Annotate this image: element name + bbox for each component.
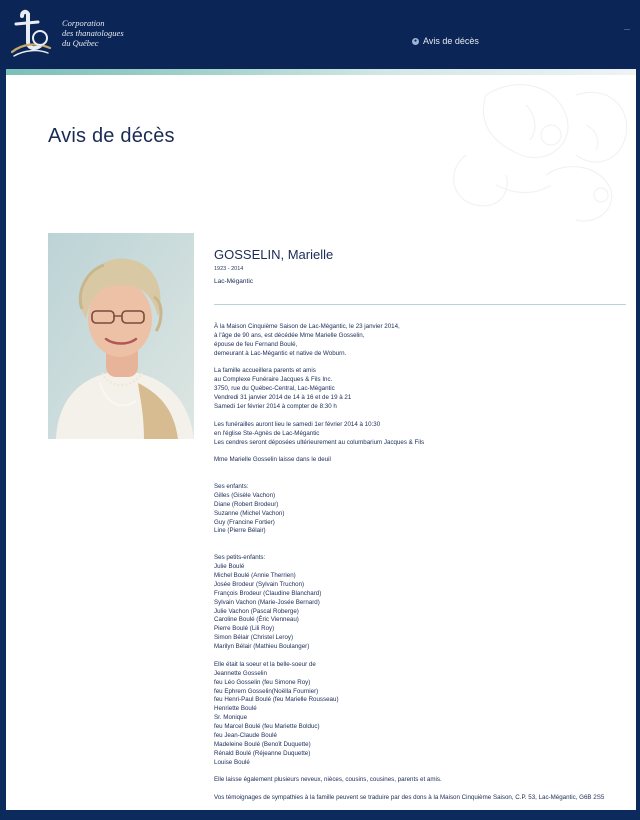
- obituary-line: À la Maison Cinquième Saison de Lac-Mégantic, le 23 janvier 2014,: [214, 323, 400, 330]
- obituary-line: Simon Bélair (Christel Leroy): [214, 634, 294, 642]
- obituary-line: au Complexe Funéraire Jacques & Fils Inc.: [214, 376, 333, 384]
- obituary-line: feu Marcel Boulé (feu Mariette Bolduc): [214, 723, 320, 731]
- page-title: Avis de décès: [48, 125, 175, 147]
- main-content: [6, 75, 636, 810]
- paragraph-gap: [214, 768, 626, 777]
- deceased-photo: [48, 233, 194, 439]
- obituary-line: Sr. Monique: [214, 714, 248, 722]
- floral-decoration-icon: [426, 75, 636, 225]
- obituary-line: Elle était la soeur et la belle-soeur de: [214, 660, 316, 668]
- obituary-line: Mme Marielle Gosselin laisse dans le deuil: [214, 456, 331, 464]
- obituary-line: La famille accueillera parents et amis: [214, 367, 316, 375]
- paragraph-gap: [214, 785, 626, 794]
- obituary-line: Les funérailles auront lieu le samedi 1er février 2014 à 10:30: [214, 420, 381, 428]
- header-corner-mark: —: [624, 27, 630, 33]
- obituary-line: Josée Brodeur (Sylvain Truchon): [214, 580, 305, 588]
- circle-bullet-icon: ●: [413, 37, 418, 44]
- obituary-line: Ses petits-enfants:: [214, 554, 266, 562]
- portrait-photo: [48, 233, 194, 439]
- paragraph-gap: [214, 465, 626, 474]
- obituary-line: Vendredi 31 janvier 2014 de 14 à 16 et de 19 à 21: [214, 394, 352, 402]
- obituary-line: Julie Boulé: [214, 563, 245, 571]
- paragraph-gap: [214, 359, 626, 368]
- obituary-line: Vos témoignages de sympathies à la famille peuvent se traduire par des dons à la Maison Cinquième Saison, C.P. 53, Lac-Mégantic, G6B 2S5: [214, 794, 605, 802]
- logo-mark-icon: [8, 8, 54, 60]
- obituary-line: Sylvain Vachon (Marie-Josée Bernard): [214, 598, 320, 606]
- paragraph-gap: [214, 536, 626, 545]
- obituary-line: François Brodeur (Claudine Blanchard): [214, 589, 322, 597]
- obituary-line: Line (Pierre Bélair): [214, 527, 266, 535]
- obituary-line: feu Jean-Claude Boulé: [214, 731, 277, 739]
- deceased-name: GOSSELIN, Marielle: [214, 247, 334, 262]
- obituary-line: Pierre Boulé (Lili Roy): [214, 625, 275, 633]
- life-years: 1923 - 2014: [214, 266, 244, 272]
- org-name-line: Corporation: [62, 18, 105, 28]
- nav-link-label: Avis de décès: [423, 36, 479, 46]
- paragraph-gap: [214, 412, 626, 421]
- obituary-line: Michel Boulé (Annie Therrien): [214, 571, 296, 579]
- obituary-line: [214, 474, 626, 483]
- obituary-line: Gilles (Gisèle Vachon): [214, 491, 276, 499]
- obituary-line: Julie Vachon (Pascal Roberge): [214, 607, 299, 615]
- logo[interactable]: [8, 8, 54, 60]
- obituary-line: en l'église Ste-Agnès de Lac-Mégantic: [214, 429, 320, 437]
- obituary-line: feu Léo Gosselin (feu Simone Roy): [214, 678, 311, 686]
- obituary-line: Elle laisse également plusieurs neveux, nièces, cousins, cousines, parents et amis.: [214, 776, 442, 784]
- obituary-line: 3750, rue du Québec-Central, Lac-Mégantic: [214, 385, 335, 393]
- obituary-line: Les cendres seront déposées ultérieurement au columbarium Jacques & Fils: [214, 438, 425, 446]
- org-name-line: des thanatologues: [62, 28, 124, 38]
- organization-name: [62, 18, 124, 48]
- obituary-line: feu Henri-Paul Boulé (feu Marielle Rousseau): [214, 696, 339, 704]
- obituary-line: Guy (Francine Fortier): [214, 518, 275, 526]
- nav-link-avis-de-deces[interactable]: [412, 36, 479, 46]
- obituary-line: Diane (Robert Brodeur): [214, 500, 279, 508]
- obituary-line: Suzanne (Michel Vachon): [214, 509, 285, 517]
- section-divider: [214, 304, 626, 305]
- obituary-line: [214, 545, 626, 554]
- obituary-line: Marilyn Bélair (Mathieu Boulanger): [214, 643, 310, 651]
- site-header: [0, 0, 640, 70]
- obituary-line: à l'âge de 90 ans, est décédée Mme Marielle Gosselin,: [214, 331, 365, 339]
- obituary-text: [214, 323, 626, 803]
- obituary-line: Jeannette Gosselin: [214, 669, 267, 677]
- deceased-city: Lac-Mégantic: [214, 278, 254, 285]
- obituary-line: Rénald Boulé (Réjeanne Duquette): [214, 749, 311, 757]
- obituary-line: Henriette Boulé: [214, 705, 257, 713]
- obituary-line: feu Ephrem Gosselin(Noëlla Fournier): [214, 687, 319, 695]
- obituary-line: Caroline Boulé (Éric Vienneau): [214, 616, 299, 624]
- obituary-line: demeurant à Lac-Mégantic et native de Woburn.: [214, 349, 347, 357]
- paragraph-gap: [214, 447, 626, 456]
- org-name-line: du Québec: [62, 38, 99, 48]
- obituary-line: Louise Boulé: [214, 758, 250, 766]
- obituary-line: Madeleine Boulé (Benoît Duquette): [214, 740, 311, 748]
- obituary-line: épouse de feu Fernand Boulé,: [214, 340, 298, 348]
- paragraph-gap: [214, 652, 626, 661]
- obituary-line: Ses enfants:: [214, 483, 249, 491]
- obituary-line: Samedi 1er février 2014 à compter de 8:30 h: [214, 403, 337, 411]
